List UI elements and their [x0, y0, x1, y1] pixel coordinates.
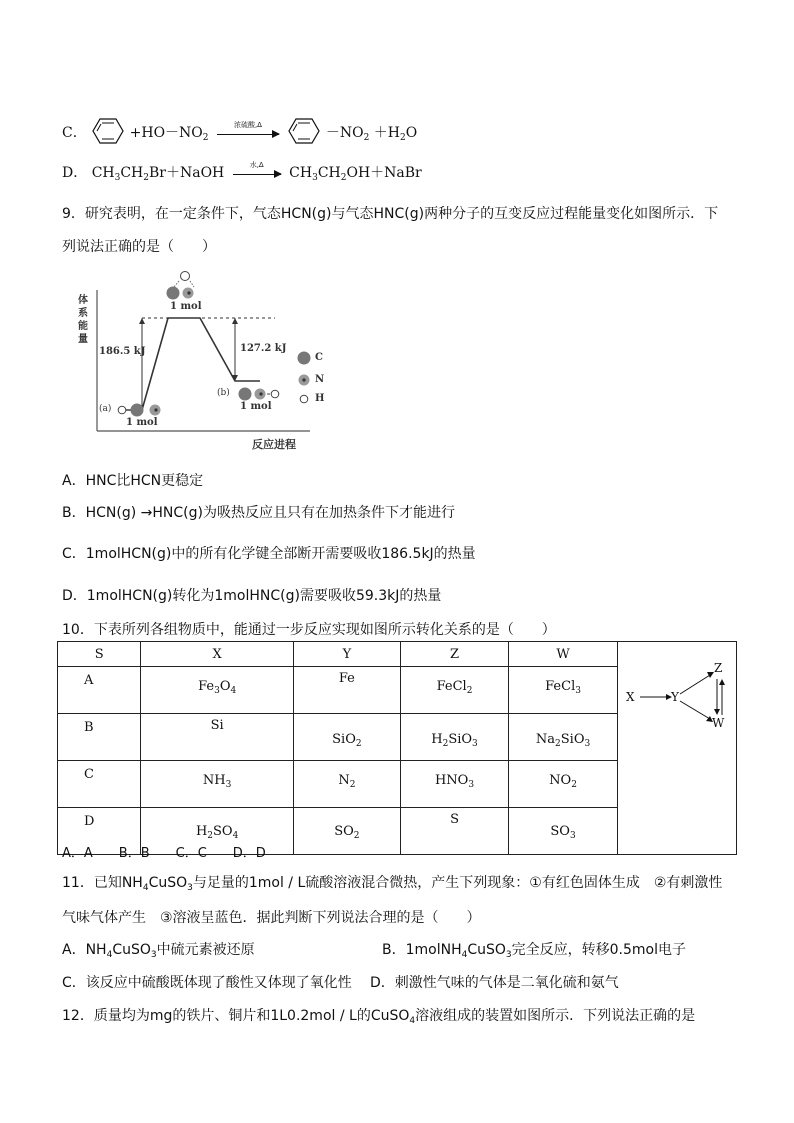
cell-a-w: FeCl$_3$	[509, 667, 618, 714]
y-axis-label: 体 系 能 量	[78, 295, 88, 345]
energy-label-1272: 127.2 kJ	[240, 343, 287, 354]
option-c-label: C．	[62, 125, 87, 141]
cell-c-z: $HNO_3$	[400, 761, 508, 808]
header-w: W	[509, 642, 618, 667]
q9-stem-line2: 列说法正确的是（ ）	[62, 239, 216, 255]
header-s: S	[58, 642, 141, 667]
nitrobenzene-ring-icon	[287, 117, 321, 149]
q8-option-d	[62, 162, 422, 183]
cell-d-x: $H_2SO_4$	[141, 808, 293, 855]
row-label-d: D	[58, 808, 141, 855]
header-z: Z	[400, 642, 508, 667]
state-label-a: (a)	[99, 404, 112, 414]
q9-stem-line1: 9．研究表明，在一定条件下，气态HCN(g)与气态HNC(g)两种分子的互变反应过程能量变化如图所示．下	[62, 206, 719, 222]
cell-d-z: S	[400, 808, 508, 855]
cell-b-y: SiO$_2$	[293, 714, 400, 761]
conversion-diagram	[617, 642, 736, 855]
q9-option-d: D．1molHCN(g)转化为1molHNC(g)需要吸收59.3kJ的热量	[62, 588, 442, 604]
q12-stem: 12．质量均为mg的铁片、铜片和1L0.2mol / L的CuSO$_4$溶液组成的装置如图所示．下列说法正确的是	[62, 1008, 696, 1026]
q10-answers: A．A B．B C．C D．D	[62, 846, 266, 861]
q10-stem: 10．下表所列各组物质中，能通过一步反应实现如图所示转化关系的是（ ）	[62, 622, 556, 638]
diagram-w: W	[711, 716, 725, 730]
q11-option-d: D．刺激性气味的气体是二氧化硫和氨气	[370, 975, 619, 991]
cell-d-w: $SO_3$	[509, 808, 618, 855]
q9-option-a: A．HNC比HCN更稳定	[62, 473, 204, 489]
q9-option-c: C．1molHCN(g)中的所有化学键全部断开需要吸收186.5kJ的热量	[62, 546, 476, 562]
product-water: $+H_2O$	[373, 125, 418, 143]
energy-label-1865: 186.5 kJ	[99, 346, 146, 357]
row-label-c: C	[58, 761, 141, 808]
row-label-b: B	[58, 714, 141, 761]
mol-label-a: 1 mol	[126, 417, 158, 428]
d-reactants: $CH_3CH_2Br+NaOH$	[91, 165, 225, 183]
cell-a-z: FeCl$_2$	[400, 667, 508, 714]
q11-option-c: C．该反应中硫酸既体现了酸性又体现了氧化性	[62, 975, 352, 991]
legend-c: C	[315, 352, 323, 363]
benzene-ring-icon	[91, 117, 125, 149]
q9-option-b: B．HCN(g) →HNC(g)为吸热反应且只有在加热条件下才能进行	[62, 505, 455, 521]
diagram-z: Z	[713, 661, 723, 675]
d-products: $CH_3CH_2OH+NaBr$	[289, 165, 422, 183]
q8-option-c	[62, 117, 417, 149]
q10-table	[57, 641, 737, 855]
diagram-y: Y	[670, 690, 679, 704]
cell-d-y: $SO_2$	[293, 808, 400, 855]
table-header-row	[58, 642, 737, 667]
cell-a-x: $Fe_3O_4$	[141, 667, 293, 714]
q11-option-b: B．1molNH$_4$CuSO$_3$完全反应，转移0.5mol电子	[382, 942, 686, 960]
cell-c-w: $NO_2$	[509, 761, 618, 808]
legend-n: N	[315, 374, 325, 385]
legend-h: H	[315, 393, 325, 404]
q11-option-a: A．$NH_4CuSO_3$中硫元素被还原	[62, 942, 255, 960]
reaction-arrow-c: 浓硫酸,Δ	[217, 126, 279, 140]
state-label-b: (b)	[217, 388, 230, 398]
q11-stem-line2: 气味气体产生 ③溶液呈蓝色．据此判断下列说法合理的是（ ）	[62, 910, 481, 926]
option-d-label: D．	[62, 165, 88, 181]
header-y: Y	[293, 642, 400, 667]
mol-label-b: 1 mol	[240, 401, 272, 412]
x-axis-label: 反应进程	[252, 438, 296, 451]
cell-b-w: $Na_2SiO_3$	[509, 714, 618, 761]
cell-c-y: $N_2$	[293, 761, 400, 808]
header-x: X	[141, 642, 293, 667]
q11-stem-line1: 11．已知$NH_4CuSO_3$与足量的1mol / L硫酸溶液混合微热，产生下列现象：①有红色固体生成 ②有刺激性	[62, 875, 723, 893]
mol-label-top: 1 mol	[170, 301, 202, 312]
diagram-x: X	[625, 690, 635, 704]
product-nitro: $-NO_2$	[325, 125, 370, 143]
cell-c-x: $NH_3$	[141, 761, 293, 808]
cell-b-x: Si	[141, 714, 293, 761]
cell-a-y: Fe	[293, 667, 400, 714]
reagent-nitric-acid: $+HO-NO_2$	[129, 125, 209, 143]
reaction-arrow-d: 水,Δ	[233, 166, 281, 180]
cell-b-z: $H_2SiO_3$	[400, 714, 508, 761]
row-label-a: A	[58, 667, 141, 714]
energy-diagram	[70, 268, 340, 453]
